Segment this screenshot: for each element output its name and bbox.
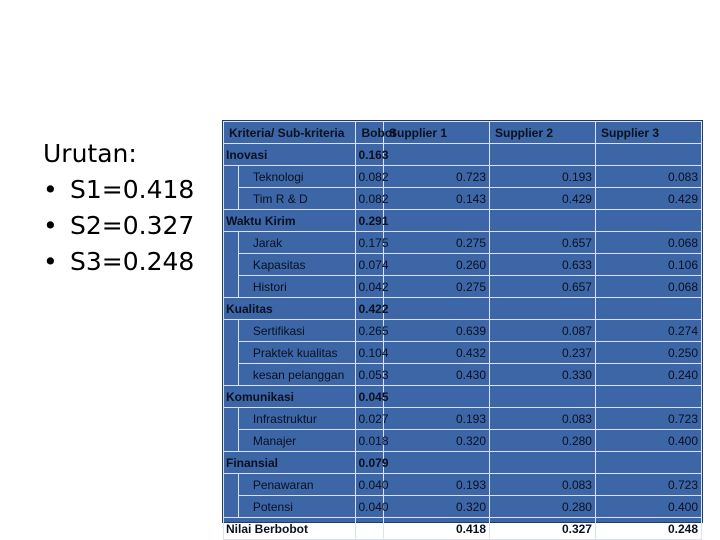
supplier-3-score: 0.250 (595, 342, 701, 364)
subcriteria-weight: 0.027 (356, 408, 384, 430)
empty-cell (384, 298, 490, 320)
criteria-name: Finansial (224, 452, 356, 474)
total-label: Nilai Berbobot (224, 518, 356, 540)
subcriteria-name: Histori (238, 276, 356, 298)
criteria-name: Komunikasi (224, 386, 356, 408)
ranking-item-text: S3=0.248 (70, 247, 195, 276)
supplier-2-score: 0.083 (490, 474, 596, 496)
criteria-weight: 0.291 (356, 210, 384, 232)
subcriteria-name: Infrastruktur (238, 408, 356, 430)
subcriteria-row (224, 254, 702, 276)
ranking-item-text: S2=0.327 (70, 211, 195, 240)
supplier-3-score: 0.723 (595, 474, 701, 496)
subcriteria-weight: 0.018 (356, 430, 384, 452)
header-supplier-2: Supplier 2 (490, 122, 596, 144)
empty-cell (490, 298, 596, 320)
bullet-icon: • (43, 211, 58, 240)
supplier-2-score: 0.087 (490, 320, 596, 342)
ranking-item (43, 208, 194, 244)
ranking-item-text: S1=0.418 (70, 175, 195, 204)
indent-cell (224, 430, 239, 452)
indent-cell (224, 364, 239, 386)
indent-cell (224, 254, 239, 276)
supplier-1-score: 0.143 (384, 188, 490, 210)
ranking-item (43, 172, 194, 208)
criteria-row (224, 452, 702, 474)
subcriteria-name: Jarak (238, 232, 356, 254)
indent-cell (224, 496, 239, 518)
supplier-3-score: 0.400 (595, 496, 701, 518)
ranking-item (43, 244, 194, 280)
header-criteria: Kriteria/ Sub-kriteria (224, 122, 356, 144)
ranking-heading: Urutan: (43, 139, 137, 168)
supplier-3-score: 0.068 (595, 232, 701, 254)
criteria-row (224, 210, 702, 232)
subcriteria-weight: 0.082 (356, 188, 384, 210)
subcriteria-name: Manajer (238, 430, 356, 452)
supplier-1-score: 0.430 (384, 364, 490, 386)
subcriteria-row (224, 364, 702, 386)
indent-cell (224, 276, 239, 298)
bullet-icon: • (43, 247, 58, 276)
subcriteria-row (224, 408, 702, 430)
empty-cell (384, 210, 490, 232)
indent-cell (224, 166, 239, 188)
subcriteria-name: Teknologi (238, 166, 356, 188)
bullet-icon: • (43, 175, 58, 204)
subcriteria-weight: 0.053 (356, 364, 384, 386)
total-row (224, 518, 702, 540)
empty-cell (384, 144, 490, 166)
empty-cell (356, 518, 384, 540)
header-supplier-3: Supplier 3 (595, 122, 701, 144)
table-header-row (224, 122, 702, 144)
supplier-3-score: 0.106 (595, 254, 701, 276)
criteria-row (224, 144, 702, 166)
supplier-2-score: 0.330 (490, 364, 596, 386)
criteria-weight: 0.422 (356, 298, 384, 320)
subcriteria-weight: 0.082 (356, 166, 384, 188)
ranking-list (43, 136, 194, 280)
empty-cell (384, 386, 490, 408)
supplier-2-score: 0.083 (490, 408, 596, 430)
supplier-2-score: 0.657 (490, 232, 596, 254)
supplier-3-score: 0.068 (595, 276, 701, 298)
criteria-row (224, 386, 702, 408)
header-supplier-1: Supplier 1 (384, 122, 490, 144)
supplier-3-total: 0.248 (595, 518, 701, 540)
supplier-2-score: 0.657 (490, 276, 596, 298)
supplier-2-score: 0.280 (490, 496, 596, 518)
empty-cell (595, 452, 701, 474)
supplier-1-score: 0.639 (384, 320, 490, 342)
supplier-1-score: 0.275 (384, 276, 490, 298)
supplier-1-score: 0.320 (384, 430, 490, 452)
subcriteria-weight: 0.104 (356, 342, 384, 364)
subcriteria-row (224, 342, 702, 364)
empty-cell (490, 386, 596, 408)
criteria-weight: 0.163 (356, 144, 384, 166)
header-bobot: Bobot (356, 122, 384, 144)
criteria-name: Kualitas (224, 298, 356, 320)
subcriteria-weight: 0.175 (356, 232, 384, 254)
supplier-1-score: 0.193 (384, 408, 490, 430)
supplier-1-score: 0.432 (384, 342, 490, 364)
supplier-2-score: 0.429 (490, 188, 596, 210)
subcriteria-row (224, 430, 702, 452)
subcriteria-name: Penawaran (238, 474, 356, 496)
supplier-3-score: 0.429 (595, 188, 701, 210)
supplier-3-score: 0.400 (595, 430, 701, 452)
subcriteria-weight: 0.040 (356, 496, 384, 518)
supplier-2-total: 0.327 (490, 518, 596, 540)
indent-cell (224, 320, 239, 342)
indent-cell (224, 342, 239, 364)
indent-cell (224, 188, 239, 210)
empty-cell (384, 452, 490, 474)
criteria-name: Inovasi (224, 144, 356, 166)
subcriteria-row (224, 276, 702, 298)
score-table (223, 121, 702, 540)
subcriteria-weight: 0.265 (356, 320, 384, 342)
empty-cell (490, 452, 596, 474)
subcriteria-row (224, 474, 702, 496)
supplier-3-score: 0.723 (595, 408, 701, 430)
subcriteria-row (224, 496, 702, 518)
indent-cell (224, 232, 239, 254)
supplier-3-score: 0.274 (595, 320, 701, 342)
indent-cell (224, 408, 239, 430)
empty-cell (490, 210, 596, 232)
subcriteria-name: Potensi (238, 496, 356, 518)
subcriteria-name: Sertifikasi (238, 320, 356, 342)
subcriteria-weight: 0.074 (356, 254, 384, 276)
supplier-1-score: 0.193 (384, 474, 490, 496)
subcriteria-weight: 0.042 (356, 276, 384, 298)
empty-cell (595, 210, 701, 232)
subcriteria-name: Kapasitas (238, 254, 356, 276)
criteria-row (224, 298, 702, 320)
empty-cell (595, 144, 701, 166)
criteria-weight: 0.045 (356, 386, 384, 408)
supplier-1-score: 0.320 (384, 496, 490, 518)
weighted-score-table (222, 120, 703, 536)
supplier-1-total: 0.418 (384, 518, 490, 540)
supplier-2-score: 0.633 (490, 254, 596, 276)
empty-cell (595, 386, 701, 408)
supplier-1-score: 0.275 (384, 232, 490, 254)
supplier-2-score: 0.280 (490, 430, 596, 452)
empty-cell (595, 298, 701, 320)
empty-cell (490, 144, 596, 166)
subcriteria-row (224, 166, 702, 188)
supplier-2-score: 0.237 (490, 342, 596, 364)
supplier-3-score: 0.083 (595, 166, 701, 188)
subcriteria-row (224, 320, 702, 342)
indent-cell (224, 474, 239, 496)
subcriteria-name: kesan pelanggan (238, 364, 356, 386)
criteria-name: Waktu Kirim (224, 210, 356, 232)
subcriteria-name: Praktek kualitas (238, 342, 356, 364)
criteria-weight: 0.079 (356, 452, 384, 474)
supplier-1-score: 0.723 (384, 166, 490, 188)
subcriteria-row (224, 232, 702, 254)
supplier-3-score: 0.240 (595, 364, 701, 386)
subcriteria-name: Tim R & D (238, 188, 356, 210)
subcriteria-row (224, 188, 702, 210)
supplier-1-score: 0.260 (384, 254, 490, 276)
supplier-2-score: 0.193 (490, 166, 596, 188)
subcriteria-weight: 0.040 (356, 474, 384, 496)
